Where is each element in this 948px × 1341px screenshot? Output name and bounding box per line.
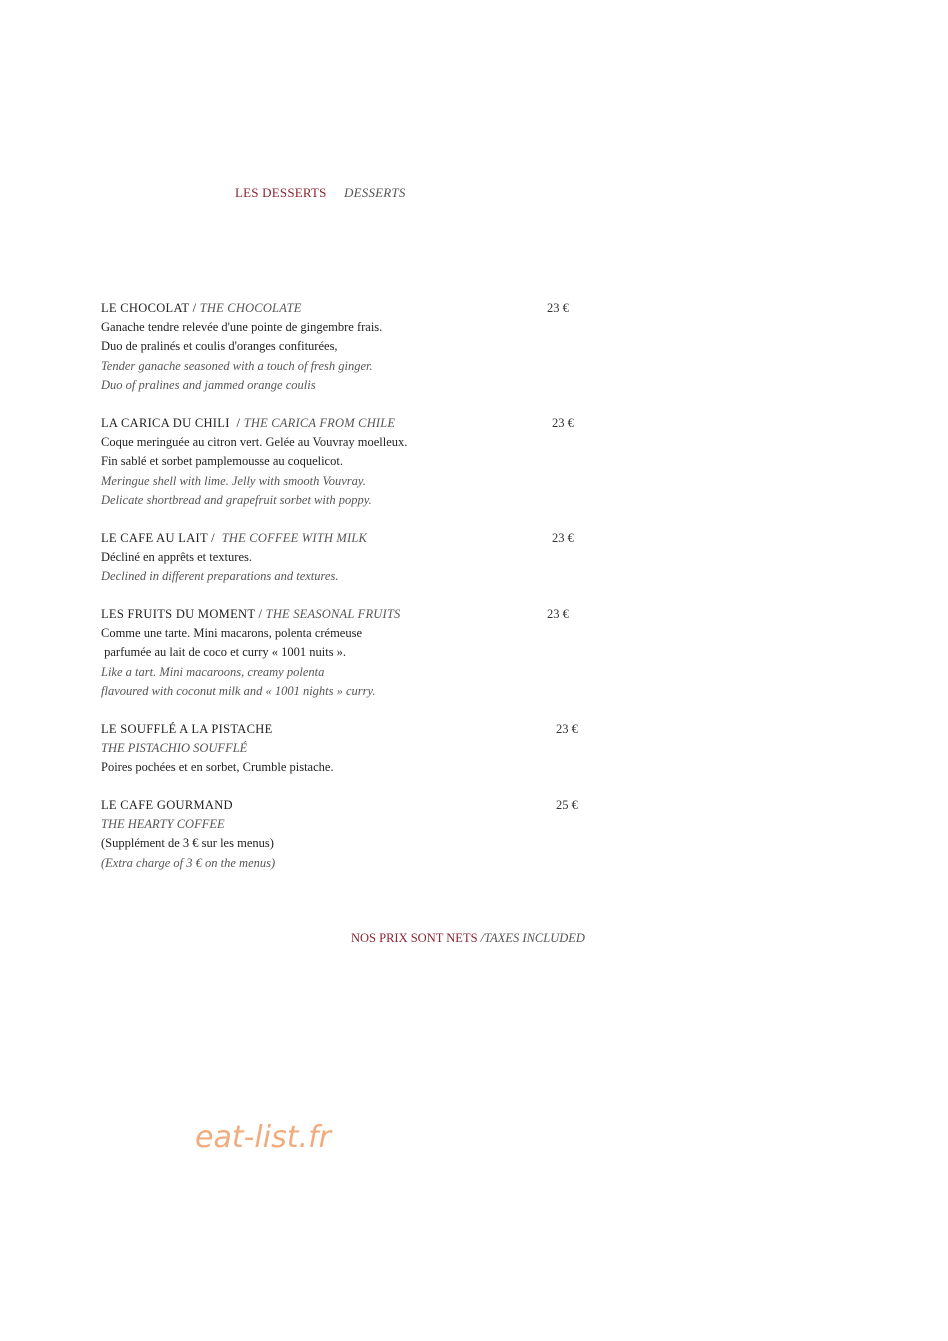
- item-description-en: Like a tart. Mini macaroons, creamy polenta: [101, 664, 325, 679]
- item-name-fr: LA CARICA DU CHILI: [101, 416, 230, 430]
- item-description-fr: Coque meringuée au citron vert. Gelée au Vouvray moelleux.: [101, 435, 408, 450]
- menu-item-title-row: [101, 605, 601, 624]
- menu-item: [101, 299, 601, 395]
- item-description-en: THE PISTACHIO SOUFFLÉ: [101, 741, 248, 756]
- item-name-en: THE CHOCOLATE: [199, 301, 302, 315]
- item-name-separator: /: [189, 301, 200, 315]
- item-description-fr: (Supplément de 3 € sur les menus): [101, 836, 274, 851]
- menu-item: [101, 720, 601, 778]
- item-description-en: Declined in different preparations and textures.: [101, 569, 339, 584]
- price-note-en: /TAXES INCLUDED: [480, 931, 585, 945]
- menu-item: [101, 605, 601, 701]
- item-description-fr: parfumée au lait de coco et curry « 1001 nuits ».: [101, 645, 347, 660]
- menu-item-title-row: [101, 529, 601, 548]
- title-en: DESSERTS: [344, 185, 406, 200]
- item-name-fr: LE SOUFFLÉ A LA PISTACHE: [101, 722, 273, 736]
- item-name-en: THE COFFEE WITH MILK: [221, 531, 368, 545]
- item-name-fr: LE CHOCOLAT: [101, 301, 190, 315]
- item-name-fr: LES FRUITS DU MOMENT: [101, 607, 256, 621]
- item-price: 23 €: [556, 722, 578, 736]
- watermark: eat-list.fr: [195, 1120, 331, 1155]
- item-description-en: Tender ganache seasoned with a touch of fresh ginger.: [101, 358, 373, 373]
- item-description-fr: Fin sablé et sorbet pamplemousse au coquelicot.: [101, 454, 343, 469]
- item-name-separator: /: [207, 531, 222, 545]
- item-price: 23 €: [547, 301, 569, 315]
- item-name-en: THE CARICA FROM CHILE: [243, 416, 396, 430]
- item-name-fr: LE CAFE GOURMAND: [101, 798, 233, 812]
- item-price: 23 €: [552, 531, 574, 545]
- item-description-en: flavoured with coconut milk and « 1001 nights » curry.: [101, 683, 376, 698]
- item-price: 23 €: [547, 607, 569, 621]
- item-name-separator: /: [229, 416, 244, 430]
- item-name-separator: /: [255, 607, 266, 621]
- item-description-fr: Duo de pralinés et coulis d'oranges confiturées,: [101, 339, 338, 354]
- price-note: [351, 931, 585, 946]
- menu-item-title-row: [101, 796, 601, 815]
- item-description-en: (Extra charge of 3 € on the menus): [101, 855, 276, 870]
- menu-item-title-row: [101, 720, 601, 739]
- price-note-fr: NOS PRIX SONT NETS: [351, 931, 481, 945]
- item-price: 23 €: [552, 416, 574, 430]
- menu-item: [101, 414, 601, 510]
- item-name-en: THE SEASONAL FRUITS: [265, 607, 401, 621]
- item-description-fr: Comme une tarte. Mini macarons, polenta crémeuse: [101, 626, 363, 641]
- item-description-fr: Poires pochées et en sorbet, Crumble pistache.: [101, 760, 334, 775]
- item-description-fr: Ganache tendre relevée d'une pointe de gingembre frais.: [101, 320, 383, 335]
- menu-item-title-row: [101, 299, 601, 318]
- menu-item-title-row: [101, 414, 601, 433]
- item-description-fr: Décliné en apprêts et textures.: [101, 550, 252, 565]
- item-description-en: Duo of pralines and jammed orange coulis: [101, 377, 316, 392]
- item-description-en: THE HEARTY COFFEE: [101, 817, 225, 832]
- page-title: [235, 185, 406, 201]
- item-price: 25 €: [556, 798, 578, 812]
- menu-item: [101, 796, 601, 873]
- menu-item: [101, 529, 601, 587]
- item-description-en: Delicate shortbread and grapefruit sorbet with poppy.: [101, 492, 372, 507]
- title-fr: LES DESSERTS: [235, 185, 327, 200]
- item-name-fr: LE CAFE AU LAIT: [101, 531, 208, 545]
- item-description-en: Meringue shell with lime. Jelly with smooth Vouvray.: [101, 473, 366, 488]
